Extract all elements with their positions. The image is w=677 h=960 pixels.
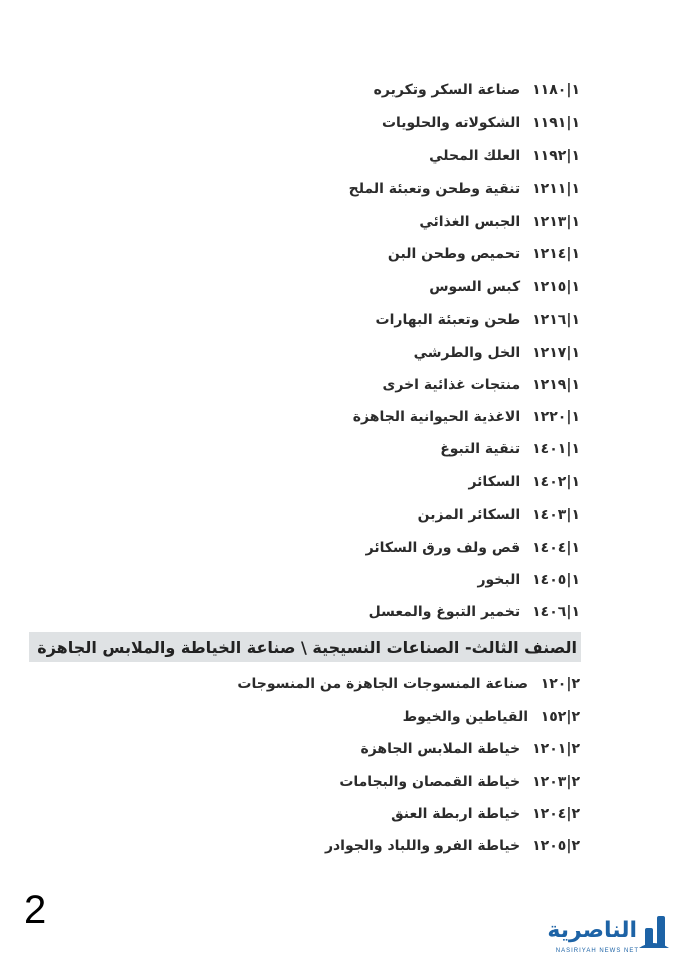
item-label: البخور (477, 572, 521, 588)
item-code: ١|١٤٠٤ (532, 540, 580, 556)
list-item (360, 738, 580, 760)
item-code: ١|١١٩٢ (532, 148, 580, 164)
list-item (429, 145, 580, 167)
list-item (440, 438, 580, 460)
item-code: ١|١٢١٦ (532, 312, 580, 328)
list-item (414, 342, 580, 364)
list-item (391, 803, 580, 825)
list-item (339, 771, 580, 793)
list-item (383, 374, 580, 396)
item-label: تنقية التبوغ (440, 441, 521, 457)
item-label: كبس السوس (429, 279, 521, 295)
list-item (376, 309, 580, 331)
list-item (374, 79, 580, 101)
item-label: طحن وتعبئة البهارات (375, 312, 521, 328)
item-label: تخمير التبوغ والمعسل (368, 604, 521, 620)
item-code: ١|١٢١٩ (532, 377, 580, 393)
item-code: ١|١٢٢٠ (532, 409, 580, 425)
list-item (366, 537, 580, 559)
list-item (418, 504, 580, 526)
list-item (349, 178, 580, 200)
list-item (403, 706, 580, 728)
item-code: ١|١٤٠٣ (532, 507, 580, 523)
item-code: ١|١٤٠١ (532, 441, 580, 457)
list-item (468, 471, 580, 493)
item-label: خياطة القمصان والبجامات (339, 774, 521, 790)
item-code: ٢|١٢٠٥ (532, 838, 580, 854)
list-item (477, 569, 580, 591)
item-label: خياطة الفرو واللباد والجوادر (324, 838, 521, 854)
item-code: ٢|١٢٠٣ (532, 774, 580, 790)
item-label: السكائر المزبن (417, 507, 521, 523)
item-label: تنقية وطحن وتعبئة الملح (348, 181, 521, 197)
item-label: الشكولاته والحلويات (381, 115, 521, 131)
item-code: ١|١١٩١ (532, 115, 580, 131)
list-item (237, 673, 580, 695)
item-code: ١|١٢١٤ (532, 246, 580, 262)
item-label: منتجات غذائية اخرى (382, 377, 521, 393)
news-logo (539, 912, 671, 954)
item-code: ١|١٢١٧ (532, 345, 580, 361)
item-label: خياطة اربطة العنق (391, 806, 521, 822)
item-code: ١|١٤٠٦ (532, 604, 580, 620)
list-item (388, 243, 580, 265)
item-code: ١|١١٨٠ (532, 82, 580, 98)
list-item (369, 601, 580, 623)
item-code: ٢|١٥٢ (540, 709, 580, 725)
logo-name: الناصرية (547, 918, 637, 943)
item-label: القياطين والخيوط (402, 709, 528, 725)
item-code: ٢|١٢٠ (540, 676, 580, 692)
item-code: ١|١٤٠٥ (532, 572, 580, 588)
list-item (429, 276, 580, 298)
section-heading: الصنف الثالث- الصناعات النسيجية \ صناعة الخياطة والملابس الجاهزة (29, 632, 581, 662)
item-label: صناعة السكر وتكريره (373, 82, 521, 98)
item-code: ٢|١٢٠٤ (532, 806, 580, 822)
list-item (382, 112, 580, 134)
item-code: ٢|١٢٠١ (532, 741, 580, 757)
item-label: السكائر (468, 474, 521, 490)
item-label: قص ولف ورق السكائر (365, 540, 521, 556)
item-code: ١|١٤٠٢ (532, 474, 580, 490)
item-label: العلك المحلي (429, 148, 521, 164)
item-label: الجبس الغذائي (419, 214, 521, 230)
item-label: تحميص وطحن البن (387, 246, 521, 262)
list-item (353, 406, 580, 428)
item-code: ١|١٢١٥ (532, 279, 580, 295)
item-label: الخل والطرشي (413, 345, 521, 361)
item-label: الاغذية الحيوانية الجاهزة (352, 409, 521, 425)
page-number: 2 (24, 888, 47, 932)
list-item (325, 835, 580, 857)
item-code: ١|١٢١١ (532, 181, 580, 197)
logo-tagline: NASIRIYAH NEWS NET (555, 948, 639, 954)
item-label: خياطة الملابس الجاهزة (360, 741, 521, 757)
item-code: ١|١٢١٣ (532, 214, 580, 230)
logo-mark-icon (637, 912, 671, 952)
list-item (419, 211, 580, 233)
item-label: صناعة المنسوجات الجاهزة من المنسوجات (237, 676, 528, 692)
